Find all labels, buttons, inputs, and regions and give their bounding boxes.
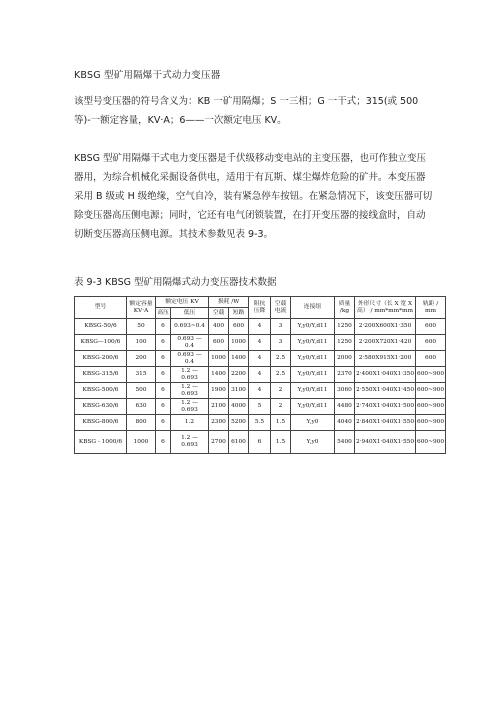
- cell-capacity: 630: [127, 399, 156, 415]
- cell-lv: 1.2: [171, 415, 209, 431]
- cell-dim: 2·550X1·040X1·450: [355, 383, 416, 399]
- cell-mass: 4040: [335, 415, 355, 431]
- header-gauge: 轨距 / mm: [416, 297, 446, 319]
- cell-cur: 2.5: [271, 351, 291, 367]
- cell-gauge: 600~900: [416, 383, 446, 399]
- paragraph-description: KBSG 型矿用隔爆干式电力变压器是千伏级移动变电站的主变压器，也可作独立变压器用，为综合机械化采掘设备供电，适用于有瓦斯、煤尘爆炸危险的矿井。本变压器采用 B 级或 H 级绝缘，空气自冷，装有紧急停车按钮。在紧急情况下，该变压器可切除变压器高压侧电源；同时，它还有电气闭锁装置，在打开变压器的接线盒时，自动切断变压器高压侧电源。其技术参数见表 9-3。: [74, 153, 433, 240]
- cell-model: KBSG-200/6: [75, 351, 127, 367]
- cell-dim: 2·200X720X1·420: [355, 335, 416, 351]
- cell-model: KBSG—100/6: [75, 335, 127, 351]
- table-row: [75, 431, 446, 454]
- cell-conn: Y,y0: [291, 431, 335, 454]
- cell-imp: 4: [249, 383, 271, 399]
- cell-mass: 5400: [335, 431, 355, 454]
- cell-imp: 4: [249, 319, 271, 335]
- cell-mass: 2000: [335, 351, 355, 367]
- cell-cur: 3: [271, 319, 291, 335]
- cell-gauge: 600: [416, 335, 446, 351]
- cell-lv: 1.2 — 0.693: [171, 383, 209, 399]
- cell-model: KBSG-315/6: [75, 367, 127, 383]
- cell-dim: 2·400X1·040X1·350: [355, 367, 416, 383]
- cell-imp: 4: [249, 367, 271, 383]
- header-model: 型号: [75, 297, 127, 319]
- cell-imp: 6: [249, 431, 271, 454]
- cell-cur: 2: [271, 383, 291, 399]
- header-capacity: 额定容量 KV·A: [127, 297, 156, 319]
- cell-dim: 2·580X915X1·200: [355, 351, 416, 367]
- cell-hv: 6: [156, 383, 171, 399]
- cell-conn: Y,y0: [291, 415, 335, 431]
- cell-imp: 4: [249, 335, 271, 351]
- cell-gauge: 600~900: [416, 431, 446, 454]
- cell-conn: Y,y0/Y,d11: [291, 399, 335, 415]
- table-row: [75, 399, 446, 415]
- cell-model: KBSG - 1000/6: [75, 431, 127, 454]
- header-short-circuit-loss: 短路: [229, 308, 249, 319]
- cell-capacity: 200: [127, 351, 156, 367]
- cell-conn: Y,y0/Y,d11: [291, 383, 335, 399]
- cell-capacity: 500: [127, 383, 156, 399]
- cell-cur: 1.5: [271, 415, 291, 431]
- header-no-load-loss: 空载: [209, 308, 229, 319]
- cell-imp: 5.5: [249, 415, 271, 431]
- cell-sc: 5200: [229, 415, 249, 431]
- table-row: [75, 319, 446, 335]
- cell-cur: 2.5: [271, 367, 291, 383]
- cell-hv: 6: [156, 415, 171, 431]
- table-row: [75, 335, 446, 351]
- cell-mass: 2370: [335, 367, 355, 383]
- cell-dim: 2·940X1·040X1·550: [355, 431, 416, 454]
- document-title: KBSG 型矿用隔爆干式动力变压器: [74, 70, 221, 81]
- cell-lv: 1.2 — 0.693: [171, 431, 209, 454]
- cell-imp: 5: [249, 399, 271, 415]
- table-row: [75, 367, 446, 383]
- cell-mass: 1250: [335, 319, 355, 335]
- cell-sc: 2200: [229, 367, 249, 383]
- cell-cur: 1.5: [271, 431, 291, 454]
- cell-conn: Y,y0/Y,d11: [291, 351, 335, 367]
- cell-nl: 2300: [209, 415, 229, 431]
- header-rated-voltage: 额定电压 KV: [156, 297, 209, 308]
- cell-conn: Y,y0/Y,d11: [291, 335, 335, 351]
- table-row: [75, 351, 446, 367]
- cell-dim: 2·740X1·040X1·500: [355, 399, 416, 415]
- cell-gauge: 600~900: [416, 367, 446, 383]
- cell-capacity: 100: [127, 335, 156, 351]
- cell-nl: 1900: [209, 383, 229, 399]
- cell-gauge: 600~900: [416, 415, 446, 431]
- cell-hv: 6: [156, 431, 171, 454]
- cell-mass: 1250: [335, 335, 355, 351]
- cell-hv: 6: [156, 319, 171, 335]
- table-caption: 表 9-3 KBSG 型矿用隔爆式动力变压器技术数据: [74, 277, 277, 288]
- cell-model: KBSG-800/6: [75, 415, 127, 431]
- header-no-load-current: 空载 电流: [271, 297, 291, 319]
- cell-hv: 6: [156, 351, 171, 367]
- cell-lv: 1.2 — 0.693: [171, 399, 209, 415]
- cell-cur: 2: [271, 399, 291, 415]
- cell-sc: 6100: [229, 431, 249, 454]
- header-mass: 质量 /kg: [335, 297, 355, 319]
- cell-model: KBSG-500/6: [75, 383, 127, 399]
- cell-sc: 1400: [229, 351, 249, 367]
- cell-imp: 4: [249, 351, 271, 367]
- cell-capacity: 1000: [127, 431, 156, 454]
- cell-capacity: 50: [127, 319, 156, 335]
- cell-dim: 2·200X600X1·350: [355, 319, 416, 335]
- cell-conn: Y,y0/Y,d11: [291, 367, 335, 383]
- cell-lv: 0.693 — 0.4: [171, 351, 209, 367]
- table-row: [75, 415, 446, 431]
- cell-capacity: 800: [127, 415, 156, 431]
- cell-mass: 3060: [335, 383, 355, 399]
- cell-lv: 0.693 — 0.4: [171, 335, 209, 351]
- cell-nl: 2100: [209, 399, 229, 415]
- cell-hv: 6: [156, 335, 171, 351]
- cell-nl: 1400: [209, 367, 229, 383]
- header-connection: 连接组: [291, 297, 335, 319]
- table-row: [75, 383, 446, 399]
- cell-nl: 2700: [209, 431, 229, 454]
- cell-sc: 600: [229, 319, 249, 335]
- cell-nl: 400: [209, 319, 229, 335]
- header-low-voltage: 低压: [171, 308, 209, 319]
- cell-gauge: 600: [416, 319, 446, 335]
- cell-model: KBSG-630/6: [75, 399, 127, 415]
- cell-nl: 600: [209, 335, 229, 351]
- cell-hv: 6: [156, 367, 171, 383]
- header-high-voltage: 高压: [156, 308, 171, 319]
- cell-hv: 6: [156, 399, 171, 415]
- paragraph-symbol-meaning: 该型号变压器的符号含义为：KB 一矿用隔爆；S 一三相；G 一干式；315(或 500 等)-一额定容量，KV·A；6——一次额定电压 KV。: [74, 96, 419, 126]
- cell-lv: 0.693~0.4: [171, 319, 209, 335]
- header-loss: 损耗 /W: [209, 297, 249, 308]
- cell-sc: 3100: [229, 383, 249, 399]
- cell-mass: 4480: [335, 399, 355, 415]
- cell-sc: 4000: [229, 399, 249, 415]
- spec-table: [74, 296, 446, 454]
- header-dimensions: 外形尺寸（长 X 宽 X 高） / mm*mm*mm: [355, 297, 416, 319]
- cell-dim: 2·840X1·040X1·550: [355, 415, 416, 431]
- cell-capacity: 315: [127, 367, 156, 383]
- cell-gauge: 600: [416, 351, 446, 367]
- cell-sc: 1000: [229, 335, 249, 351]
- cell-gauge: 600~900: [416, 399, 446, 415]
- cell-model: KBSG-50/6: [75, 319, 127, 335]
- cell-conn: Y,y0/Y,d11: [291, 319, 335, 335]
- cell-cur: 3: [271, 335, 291, 351]
- cell-lv: 1.2 — 0.693: [171, 367, 209, 383]
- header-impedance-voltage: 阻抗 压降: [249, 297, 271, 319]
- cell-nl: 1000: [209, 351, 229, 367]
